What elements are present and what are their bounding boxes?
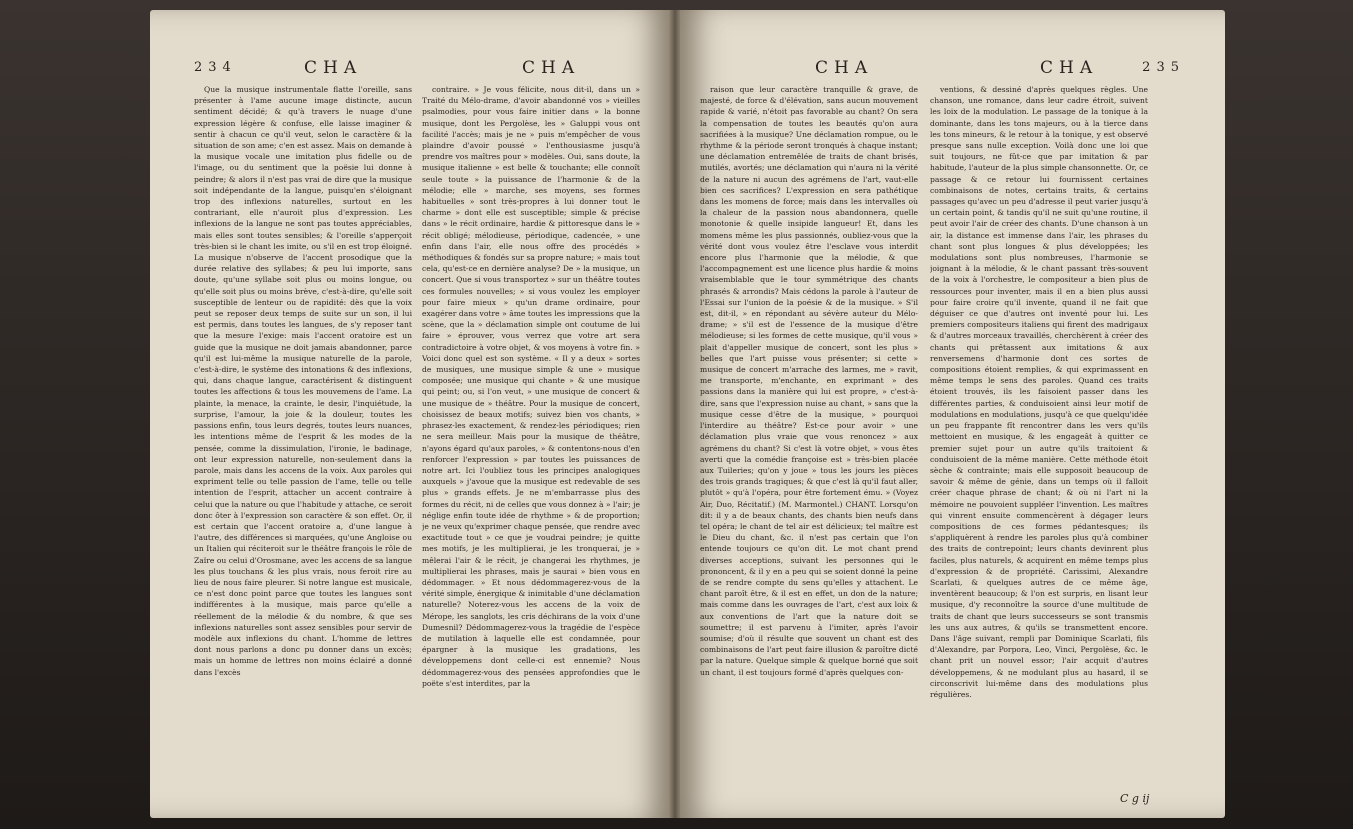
left-column-2	[422, 84, 640, 784]
left-running-head-2: CHA	[522, 58, 581, 78]
right-page-header	[720, 56, 1185, 80]
left-column-1	[194, 84, 412, 784]
right-column-2	[930, 84, 1148, 784]
left-running-head-1: CHA	[304, 58, 363, 78]
signature-mark: C g ij	[1120, 792, 1150, 805]
right-running-head-2: CHA	[1040, 58, 1099, 78]
right-column-2-text: ventions, & dessiné d'après quelques règles. Une chanson, une romance, dans leur cadre étroit, suivent les loix de la modulation. Le passage de la tonique à la dominante, dans les tons majeurs, ou à la tierce dans les tons mineurs, & le retour à la tonique, y est observé presque sans nulle exception. Voilà donc une loi que suit toujours, ne fût-ce que par imitation & par habitude, l'auteur de la plus simple chansonnette. Or, ce passage & ce retour lui fournissent certaines combinaisons de notes, certains traits, & certains passages qu'avec un peu d'adresse il peut varier jusqu'à un certain point, & tandis qu'il ne suit qu'une routine, il peut avoir l'air de créer des chants. D'une chanson à un air, la distance est immense dans l'air, les phrases du chant sont plus longues & plus développées; les modulations sont plus nombreuses, l'harmonie se joignant à la mélodie, & le chant passant très-souvent de la voix à l'orchestre, le compositeur a bien plus de ressources pour inventer, mais il en a bien plus aussi pour faire croire qu'il invente, quand il ne fait que déguiser ce que d'autres ont inventé pour lui. Les premiers compositeurs italiens qui firent des madrigaux & d'autres morceaux travaillés, cherchèrent à créer des chants qui prêtassent aux imitations & aux renversemens d'harmonie dont ces sortes de compositions étoient remplies, & qui exprimassent en même temps le sens des paroles. Quand ces traits étoient trouvés, ils les faisoient passer dans les différentes parties, & conduisoient ainsi leur motif de modulations en modulations, jusqu'à ce que quelqu'idée un peu frappante fît rencontrer dans les vers qu'ils mettoient en musique, & les engageât à quitter ce premier sujet pour un autre qu'ils traitoient & conduisoient de la même manière. Cette méthode étoit sèche & contrainte; mais elle supposoit beaucoup de savoir & même de génie, dans un temps où il falloit créer chaque phrase de chant; & où ni l'art ni la mémoire ne pouvoient suppléer l'invention. Les maîtres qui vinrent ensuite commencèrent à dégager leurs compositions de ces formes pédantesques; ils s'appliquèrent à rendre les paroles plus qu'à combiner des traits de contrepoint; leurs chants devinrent plus faciles, plus naturels, & acquirent en même temps plus d'expression & de propriété. Carissimi, Alexandre Scarlati, & quelques autres de ce même âge, inventèrent beaucoup; & l'on est surpris, en lisant leur musique, d'y reconnoître la source d'une multitude de traits de chant que leurs successeurs se sont transmis les uns aux autres, & qu'ils se transmettent encore. Dans l'âge suivant, rempli par Dominique Scarlati, fils d'Alexandre, par Porpora, Leo, Vinci, Pergolèse, &c. le chant prit un nouvel essor; l'air acquit d'autres développemens, & ne modulant plus au hasard, il se circonscrivit lui-même dans des modulations plus régulières.	[930, 85, 1148, 699]
left-page	[150, 10, 670, 818]
left-column-2-text: contraire. » Je vous félicite, nous dit-il, dans un » Traité du Mélo-drame, d'avoir abandonné vos » vieilles psalmodies, pour vous faire initier dans » la bonne musique, dont les Pergolèse, les » Galuppi vous ont facilité l'accès; mais je ne » puis m'empêcher de vous plaindre d'avoir poussé » l'enthousiasme jusqu'à prendre vos maîtres pour » modèles. Oui, sans doute, la musique italienne » est belle & touchante; elle connoît seule toute » la puissance de l'harmonie & de la mélodie; elle » marche, ses moyens, ses formes habituelles » sont très-propres à lui donner tout le charme » dont elle est susceptible; simple & précise dans » le récit ordinaire, hardie & pittoresque dans le » récit obligé; mélodieuse, périodique, cadencée, » une enfin dans l'air, elle nous offre des procédés » méthodiques & fondés sur sa propre nature; » mais tout cela, qu'est-ce en dernière analyse? De » la musique, un concert. Que si vous transportez » sur un théâtre toutes ces formules nouvelles; » si vous voulez les employer pour faire mieux » qu'un drame ordinaire, pour exagérer dans votre » âme toutes les impressions que la scène, que la » déclamation simple ont coutume de lui faire » éprouver, vous verrez que votre art sera contradictoire à votre objet, & vos moyens à votre fin. » Voici donc quel est son système. « Il y a deux » sortes de musiques, une musique simple & une » musique composée; une musique qui chante » & une musique qui peint; ou, si l'on veut, » une musique de concert & une musique de » théâtre. Pour la musique de concert, choisissez de beaux motifs; suivez bien vos chants, » phrasez-les exactement, & rendez-les périodiques; rien ne sera meilleur. Mais pour la musique de théâtre, n'ayons égard qu'aux paroles, » & contentons-nous d'en renforcer l'expression » par toutes les puissances de notre art. Ici l'oubliez tous les principes analogiques auxquels » j'avoue que la musique est redevable de ses plus » grands effets. Je ne m'embarrasse plus des formes du récit, ni de celles que vous donnez à » l'air; je néglige enfin toute idée de rhythme » & de proportion; je ne veux qu'exprimer chaque pensée, que rendre avec exactitude tout » ce que je voudrai peindre; je quitte mes motifs, je les multiplierai, je les tronquerai, je » mêlerai l'air & le récit, je changerai les rhythmes, je multiplierai les phrases, mais je saurai » bien vous en dédommager. » Et nous dédommagerez-vous de la vérité simple, énergique & inimitable d'une déclamation naturelle? Noterez-vous les accens de la voix de Mérope, les sanglots, les cris déchirans de la voix d'une Dumesnil? Dédommagerez-vous la tragédie de l'espèce de mutilation à laquelle elle est condamnée, pour épargner à la musique les gradations, les développemens dont celle-ci est ennemie? Nous dédommagerez-vous des pensées approfondies que le poëte s'est interdites, par la	[422, 85, 640, 688]
right-column-1-text: raison que leur caractère tranquille & grave, de majesté, de force & d'élévation, sans aucun mouvement rapide & varié, n'étoit pas favorable au chant? On sera la compensation de toutes les beautés qu'on aura sacrifiées à la musique? Une déclamation rompue, ou le rhythme & la période seront tronqués à chaque instant; une déclamation entremêlée de traits de chant brisés, mutilés, avortés; une déclamation qui n'aura ni la vérité de la nature ni aucun des agrémens de l'art, vaut-elle bien ces sacrifices? L'expression en sera pathétique dans les momens de force; mais dans les intervalles où la chaleur de la passion nous abandonnera, quelle monotonie & quelle insipide langueur! Et, dans les momens même les plus passionnés, oubliez-vous que la vérité dont vous voulez être l'esclave vous interdit encore plus l'harmonie que la mélodie, & que l'accompagnement est une licence plus hardie & moins vraisemblable que le tour symmétrique des chants phrasés & arrondis? Mais cédons la parole à l'auteur de l'Essai sur l'union de la poésie & de la musique. » S'il est, dit-il, » en répondant au sévère auteur du Mélo-drame; » s'il est de l'essence de la musique d'être mélodieuse; si les formes de cette musique, qu'il vous » plait d'appeller musique de concert, sont les plus » belles que l'art puisse vous présenter; si cette » musique de concert m'arrache des larmes, me » ravit, me transporte, m'enchante, en exprimant » des passions dans la manière qui lui est propre, » c'est-à-dire, sans que l'expression nuise au chant, » sans que la musique cesse d'être de la musique, » pourquoi l'interdire au théâtre? Est-ce pour avoir » une déclamation plus vraie que vous renoncez » aux agrémens du chant? Si c'est là votre objet, » vous êtes averti que la comédie françoise est » très-bien placée aux Tuileries; qu'on y joue » tous les jours les pièces des trois grands tragiques; & que c'est là qu'il faut aller, plutôt » qu'à l'opéra, pour être fortement ému. » (Voyez Air, Duo, Récitatif.) (M. Marmontel.) CHANT. Lorsqu'on dit: il y a de beaux chants, des chants bien neufs dans tel opéra; le chant de tel air est délicieux; tel maître est le Dieu du chant, &c. il n'est pas certain que l'on entende toujours ce qu'on dit. Le mot chant prend diverses acceptions, suivant les personnes qui le prononcent, & il y en a peu qui se soient donné la peine de se rendre compte du sens qu'elles y attachent. Le chant paroît être, & il est en effet, un don de la nature; mais comme dans les ouvrages de l'art, c'est aux loix & aux conventions de l'art que la nature doit se soumettre; il est parvenu à l'imiter, après l'avoir soumise; d'où il résulte que souvent un chant est des combinaisons de l'art peut faire illusion & paroître dicté par la nature. Quelque simple & quelque borné que soit un chant, il est toujours formé d'après quelques con-	[700, 85, 918, 677]
left-column-1-text: Que la musique instrumentale flatte l'oreille, sans présenter à l'ame aucune image distincte, aucun sentiment décidé; & qu'à travers le nuage d'une expression légère & confuse, elle laisse imaginer & sentir à chacun ce qu'il veut, selon le caractère & la situation de son ame; c'en est assez. Mais on demande à la musique vocale une imitation plus fidelle ou de l'image, ou du sentiment que la poësie lui donne à peindre; & alors il n'est pas vrai de dire que la musique soit indépendante de la langue, puisqu'en s'éloignant trop des inflexions naturelles, surtout en les contrariant, elle n'auroit plus d'expression. Les inflexions de la langue ne sont pas toutes appréciables, mais elles sont toutes sensibles; & l'oreille s'apperçoit très-bien si le chant les imite, ou s'il en est trop éloigné. La musique n'observe de l'accent prosodique que la durée relative des syllabes; & peu lui importe, sans doute, qu'une syllabe soit plus ou moins longue, ou qu'elle soit plus ou moins brève, c'est-à-dire, qu'elle soit susceptible de lenteur ou de rapidité: dès que la voix peut se reposer deux temps de suite sur un son, il lui est permis, dans toutes les langues, de s'y reposer tant que la mesure l'exige: mais l'accent oratoire est un guide que la musique ne doit jamais abandonner, parce qu'il est lui-même la musique naturelle de la parole, c'est-à-dire, le système des intonations & des inflexions, qui, dans chaque langue, caractérisent & distinguent toutes les affections & tous les mouvemens de l'ame. La plainte, la menace, la crainte, le desir, l'inquiétude, la surprise, l'amour, la joie & la douleur, toutes les passions enfin, tous leurs degrés, toutes leurs nuances, les intentions même de l'esprit & les modes de la pensée, comme la dissimulation, l'ironie, le badinage, ont leur expression naturelle, non-seulement dans la parole, mais dans les accens de la voix. Aux paroles qui expriment telle ou telle passion de l'ame, telle ou telle intention de l'esprit, attacher un accent contraire à celui que la nature ou que l'habitude y attache, ce seroit donc ôter à l'expression son caractère & son effet. Or, il est certain que l'accent oratoire a, d'une langue à l'autre, des différences si marquées, qu'une Angloise ou un Italien qui réciteroit sur le théâtre françois le rôle de Zaïre ou celui d'Orosmane, avec les accens de sa langue les plus touchans & les plus vrais, nous feroit rire au lieu de nous faire pleurer. Si notre langue est musicale, ce n'est donc point parce que toutes les langues sont indifférentes à la musique, mais parce qu'elle a réellement de la mélodie & du nombre, & que ses inflexions naturelles sont assez sensibles pour servir de modèle aux inflexions du chant. L'homme de lettres dont nous parlons a donc pu donner dans un excès; mais un homme de lettres non moins éclairé a donné dans l'excès	[194, 85, 412, 677]
left-page-number: 234	[194, 60, 237, 75]
right-page	[680, 10, 1225, 818]
left-page-header	[194, 56, 634, 80]
right-page-number: 235	[1142, 60, 1185, 75]
right-running-head-1: CHA	[815, 58, 874, 78]
right-column-1	[700, 84, 918, 784]
